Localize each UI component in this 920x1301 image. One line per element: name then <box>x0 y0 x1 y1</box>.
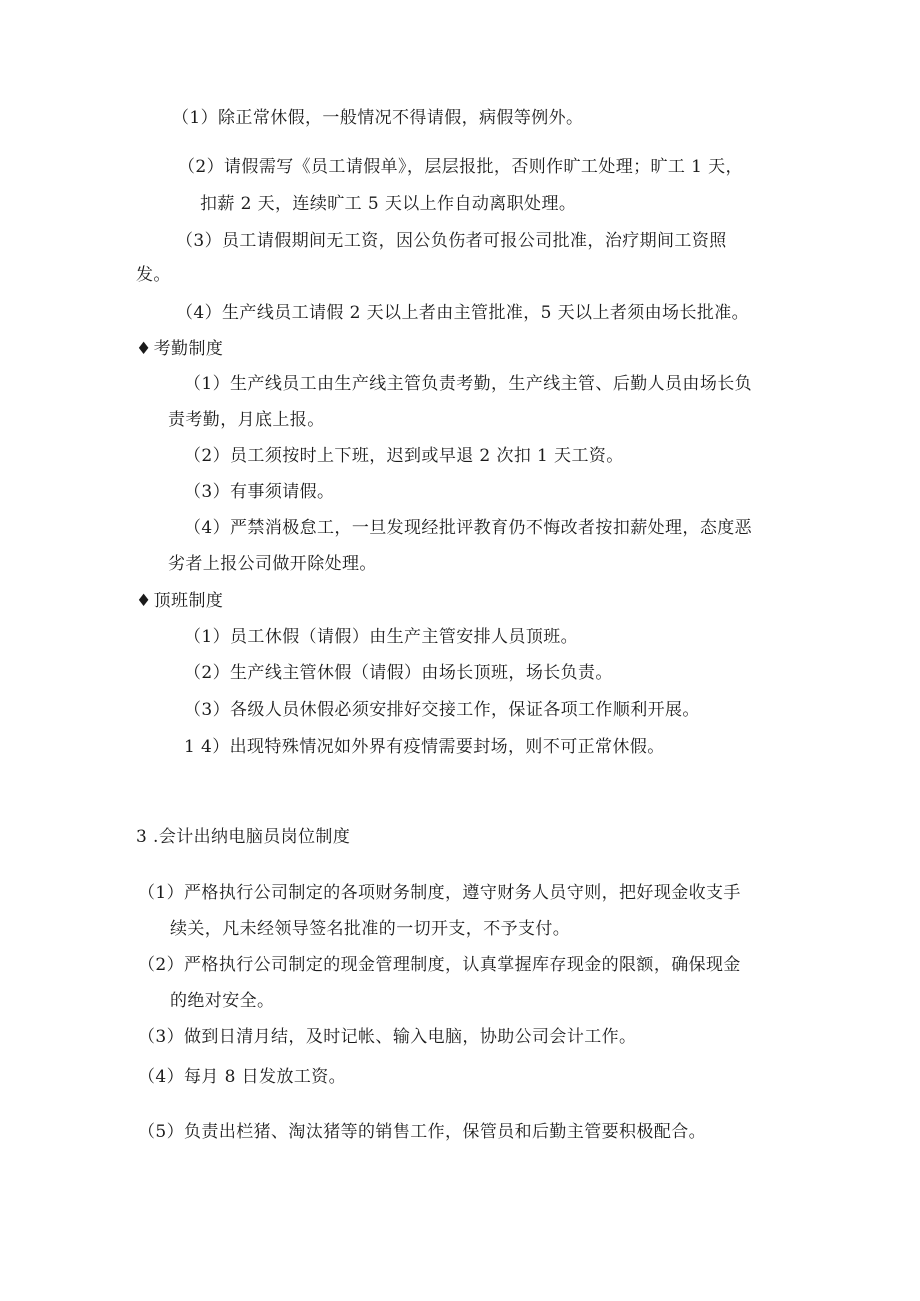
cashier-rule-5: （5）负责出栏猪、淘汰猪等的销售工作，保管员和后勤主管要积极配合。 <box>138 1122 707 1142</box>
leave-rule-2-line1: （2）请假需写《员工请假单》，层层报批，否则作旷工处理；旷工 1 天， <box>178 157 743 177</box>
shift-cover-heading <box>136 589 223 613</box>
shift-cover-rule-1: （1）员工休假（请假）由生产主管安排人员顶班。 <box>184 627 579 647</box>
leave-rule-1: （1）除正常休假，一般情况不得请假，病假等例外。 <box>172 108 584 128</box>
cashier-rule-1-line2: 续关，凡未经领导签名批准的一切开支，不予支付。 <box>170 919 571 939</box>
section-title: 3 .会计出纳电脑员岗位制度 <box>136 827 351 847</box>
shift-cover-heading-text: 顶班制度 <box>153 591 224 611</box>
attendance-rule-2: （2）员工须按时上下班，迟到或早退 2 次扣 1 天工资。 <box>184 446 624 466</box>
cashier-rule-1-line1: （1）严格执行公司制定的各项财务制度，遵守财务人员守则，把好现金收支手 <box>138 883 741 903</box>
cashier-rule-2-line2: 的绝对安全。 <box>170 991 275 1011</box>
attendance-heading <box>136 337 223 361</box>
leave-rule-4: （4）生产线员工请假 2 天以上者由主管批准，5 天以上者须由场长批准。 <box>176 303 750 323</box>
attendance-heading-text: 考勤制度 <box>153 339 224 359</box>
diamond-bullet-icon: ♦ <box>136 591 152 611</box>
leave-rule-3-line2: 发。 <box>136 265 171 285</box>
attendance-rule-4-line2: 劣者上报公司做开除处理。 <box>168 554 377 574</box>
cashier-rule-2-line1: （2）严格执行公司制定的现金管理制度，认真掌握库存现金的限额，确保现金 <box>138 955 741 975</box>
shift-cover-rule-2: （2）生产线主管休假（请假）由场长顶班，场长负责。 <box>184 663 613 683</box>
cashier-rule-3: （3）做到日清月结，及时记帐、输入电脑，协助公司会计工作。 <box>138 1027 637 1047</box>
attendance-rule-1-line2: 责考勤，月底上报。 <box>168 410 325 430</box>
cashier-rule-4: （4）每月 8 日发放工资。 <box>138 1067 347 1087</box>
diamond-bullet-icon: ♦ <box>136 339 152 359</box>
shift-cover-rule-4: 1 4）出现特殊情况如外界有疫情需要封场，则不可正常休假。 <box>184 737 665 757</box>
attendance-rule-4-line1: （4）严禁消极怠工，一旦发现经批评教育仍不悔改者按扣薪处理，态度恶 <box>184 518 753 538</box>
leave-rule-2-line2: 扣薪 2 天，连续旷工 5 天以上作自动离职处理。 <box>200 194 577 214</box>
attendance-rule-1-line1: （1）生产线员工由生产线主管负责考勤，生产线主管、后勤人员由场长负 <box>184 374 753 394</box>
shift-cover-rule-3: （3）各级人员休假必须安排好交接工作，保证各项工作顺利开展。 <box>184 700 700 720</box>
attendance-rule-3: （3）有事须请假。 <box>184 482 335 502</box>
leave-rule-3-line1: （3）员工请假期间无工资，因公负伤者可报公司批准，治疗期间工资照 <box>176 231 727 251</box>
